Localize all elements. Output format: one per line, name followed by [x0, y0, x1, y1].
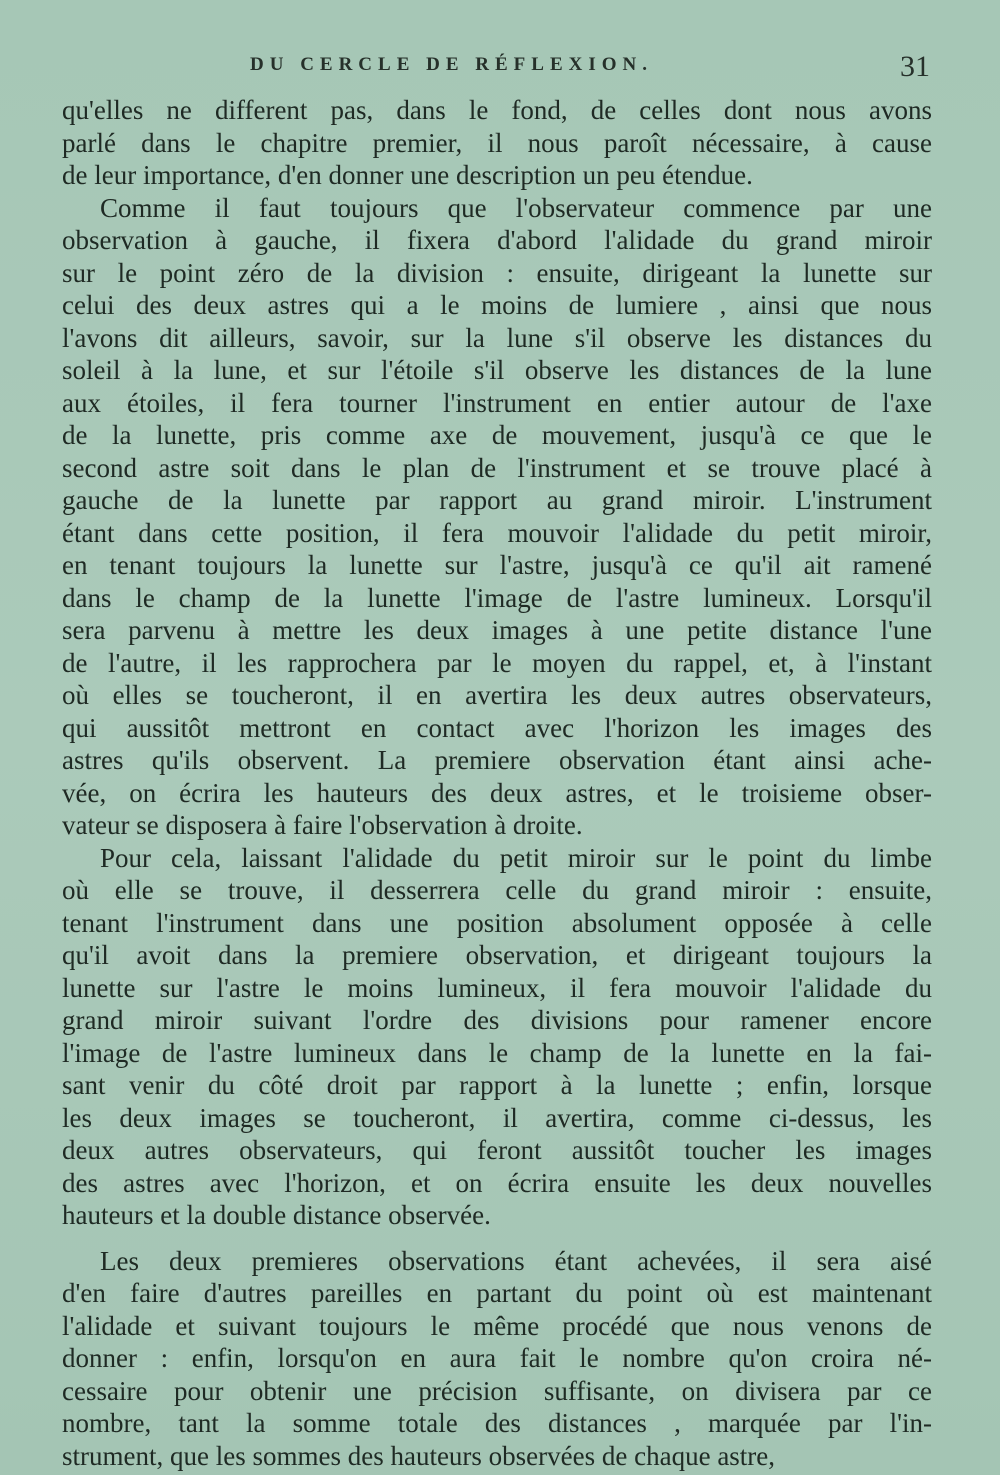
text-line: gauche de la lunette par rapport au grand miroir. L'instrument — [62, 485, 932, 515]
page-number: 31 — [900, 50, 930, 83]
paragraph — [62, 842, 932, 1232]
text-line: cessaire pour obtenir une précision suffisante, on divisera par ce — [62, 1375, 932, 1406]
text-line: dans le champ de la lunette l'image de l'astre lumineux. Lorsqu'il — [62, 582, 932, 613]
text-line: qu'il avoit dans la premiere observation, et dirigeant toujours la — [62, 940, 932, 970]
text-line: deux autres observateurs, qui feront aussitôt toucher les images — [62, 1135, 932, 1165]
text-line: de la lunette, pris comme axe de mouvement, jusqu'à ce que le — [62, 420, 932, 450]
text-line: l'image de l'astre lumineux dans le champ de la lunette en la fai- — [62, 1037, 932, 1068]
text-line: grand miroir suivant l'ordre des divisions pour ramener encore — [62, 1005, 932, 1035]
text-line: des astres avec l'horizon, et on écrira ensuite les deux nouvelles — [62, 1167, 932, 1198]
text-line: où elle se trouve, il desserrera celle du grand miroir : ensuite, — [62, 875, 932, 905]
text-line: qu'elles ne different pas, dans le fond, de celles dont nous avons — [62, 95, 932, 125]
text-line: l'alidade et suivant toujours le même procédé que nous venons de — [62, 1310, 932, 1341]
text-line: sera parvenu à mettre les deux images à une petite distance l'une — [62, 615, 932, 645]
text-line: Pour cela, laissant l'alidade du petit miroir sur le point du limbe — [100, 842, 932, 873]
text-line: Les deux premieres observations étant achevées, il sera aisé — [100, 1245, 932, 1276]
text-line: nombre, tant la somme totale des distances , marquée par l'in- — [62, 1408, 932, 1438]
running-title: DU CERCLE DE RÉFLEXION. — [250, 54, 653, 75]
text-line: hauteurs et la double distance observée. — [62, 1200, 491, 1230]
text-line: lunette sur l'astre le moins lumineux, il fera mouvoir l'alidade du — [62, 972, 932, 1003]
text-line: aux étoiles, il fera tourner l'instrument en entier autour de l'axe — [62, 387, 932, 418]
text-line: d'en faire d'autres pareilles en partant du point où est maintenant — [62, 1278, 932, 1308]
paragraph — [62, 1245, 932, 1473]
text-line: parlé dans le chapitre premier, il nous paroît nécessaire, à cause — [62, 127, 932, 158]
paragraph — [62, 192, 932, 842]
text-line: strument, que les sommes des hauteurs observées de chaque astre, — [62, 1440, 776, 1471]
running-head — [60, 50, 930, 84]
text-line: de leur importance, d'en donner une description un peu étendue. — [62, 160, 753, 190]
text-line: celui des deux astres qui a le moins de lumiere , ainsi que nous — [62, 290, 932, 320]
paragraph — [62, 94, 932, 192]
text-line: observation à gauche, il fixera d'abord l'alidade du grand miroir — [62, 225, 932, 255]
text-line: les deux images se toucheront, il avertira, comme ci-dessus, les — [62, 1102, 932, 1133]
text-line: étant dans cette position, il fera mouvoir l'alidade du petit miroir, — [62, 517, 932, 548]
text-line: en tenant toujours la lunette sur l'astre, jusqu'à ce qu'il ait ramené — [62, 550, 932, 580]
text-line: donner : enfin, lorsqu'on en aura fait le nombre qu'on croira né- — [62, 1343, 932, 1373]
text-line: soleil à la lune, et sur l'étoile s'il observe les distances de la lune — [62, 355, 932, 385]
text-line: sur le point zéro de la division : ensuite, dirigeant la lunette sur — [62, 257, 932, 288]
text-line: sant venir du côté droit par rapport à la lunette ; enfin, lorsque — [62, 1070, 932, 1100]
text-line: vée, on écrira les hauteurs des deux astres, et le troisieme obser- — [62, 777, 932, 808]
text-line: où elles se toucheront, il en avertira les deux autres observateurs, — [62, 680, 932, 710]
text-line: tenant l'instrument dans une position absolument opposée à celle — [62, 907, 932, 938]
text-line: Comme il faut toujours que l'observateur commence par une — [100, 192, 932, 223]
paragraph-gap — [62, 1232, 932, 1245]
text-line: astres qu'ils observent. La premiere observation étant ainsi ache- — [62, 745, 932, 775]
text-line: l'avons dit ailleurs, savoir, sur la lune s'il observe les distances du — [62, 322, 932, 353]
text-line: vateur se disposera à faire l'observation à droite. — [62, 810, 583, 840]
text-line: qui aussitôt mettront en contact avec l'horizon les images des — [62, 712, 932, 743]
text-line: second astre soit dans le plan de l'instrument et se trouve placé à — [62, 452, 932, 483]
body-text — [62, 94, 932, 1472]
text-line: de l'autre, il les rapprochera par le moyen du rappel, et, à l'instant — [62, 647, 932, 678]
